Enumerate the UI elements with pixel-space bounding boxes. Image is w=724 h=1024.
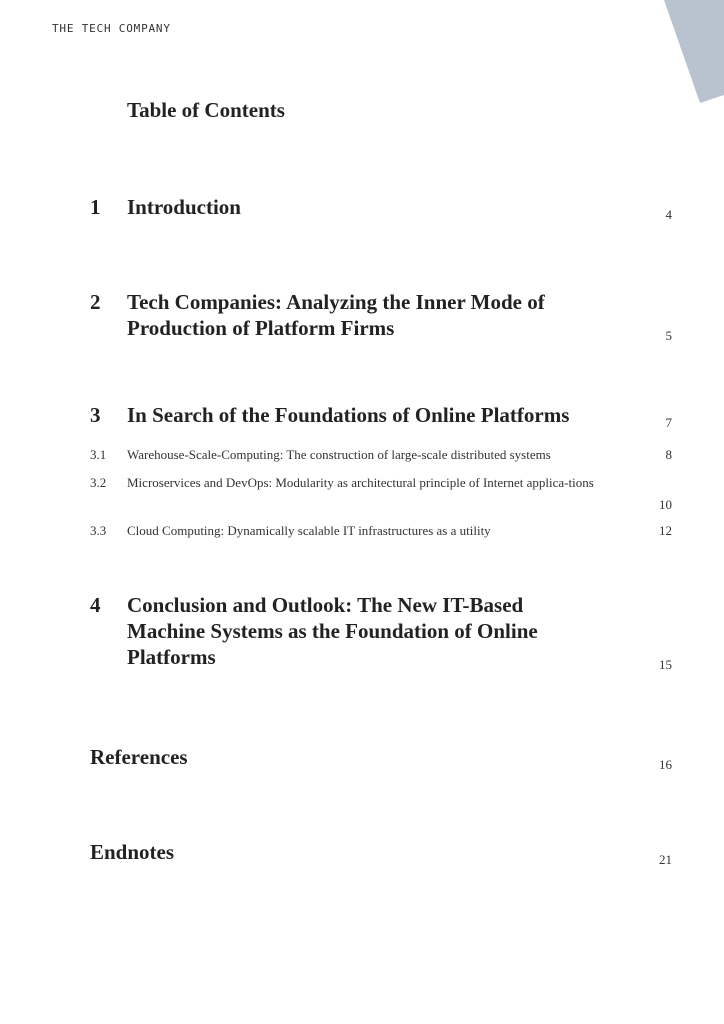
toc-section-3-1[interactable] — [90, 444, 672, 466]
chapter-number: 3 — [90, 403, 101, 427]
chapter-number: 1 — [90, 195, 101, 219]
section-page-number: 12 — [659, 523, 672, 538]
chapter-title: Conclusion and Outlook: The New IT-Based Machine Systems as the Foundation of Online Platforms — [127, 593, 538, 669]
chapter-page-number: 4 — [665, 207, 672, 222]
chapter-number: 4 — [90, 593, 101, 617]
chapter-title: Introduction — [127, 195, 241, 219]
endnotes-page-number: 21 — [659, 852, 672, 867]
toc-references[interactable] — [90, 744, 672, 770]
toc-section-3-2[interactable] — [90, 472, 672, 516]
toc-chapter-1[interactable] — [90, 194, 672, 220]
section-page-number: 10 — [659, 497, 672, 512]
section-page-number: 8 — [665, 447, 672, 462]
chapter-number: 2 — [90, 290, 101, 314]
chapter-page-number: 5 — [665, 328, 672, 343]
chapter-page-number: 15 — [659, 657, 672, 672]
section-number: 3.1 — [90, 447, 107, 462]
toc-section-3-3[interactable] — [90, 520, 672, 542]
toc-chapter-3[interactable] — [90, 402, 672, 428]
section-title: Microservices and DevOps: Modularity as architectural principle of Internet applica-tions — [127, 475, 594, 490]
references-title: References — [90, 745, 188, 769]
chapter-title: In Search of the Foundations of Online Platforms — [127, 403, 570, 427]
running-header: THE TECH COMPANY — [52, 22, 171, 35]
endnotes-title: Endnotes — [90, 840, 175, 864]
section-number: 3.3 — [90, 523, 107, 538]
toc-title: Table of Contents — [127, 98, 285, 122]
toc-endnotes[interactable] — [90, 839, 672, 865]
section-title: Cloud Computing: Dynamically scalable IT infrastructures as a utility — [127, 523, 491, 538]
corner-triangle-shape — [664, 0, 724, 103]
chapter-title: Tech Companies: Analyzing the Inner Mode of Production of Platform Firms — [127, 290, 545, 340]
section-title: Warehouse-Scale-Computing: The construction of large-scale distributed systems — [127, 447, 551, 462]
toc-chapter-4[interactable] — [90, 592, 672, 670]
toc-chapter-2[interactable] — [90, 289, 672, 341]
references-page-number: 16 — [659, 757, 672, 772]
chapter-page-number: 7 — [665, 415, 672, 430]
section-number: 3.2 — [90, 475, 107, 490]
corner-decoration — [664, 0, 724, 105]
